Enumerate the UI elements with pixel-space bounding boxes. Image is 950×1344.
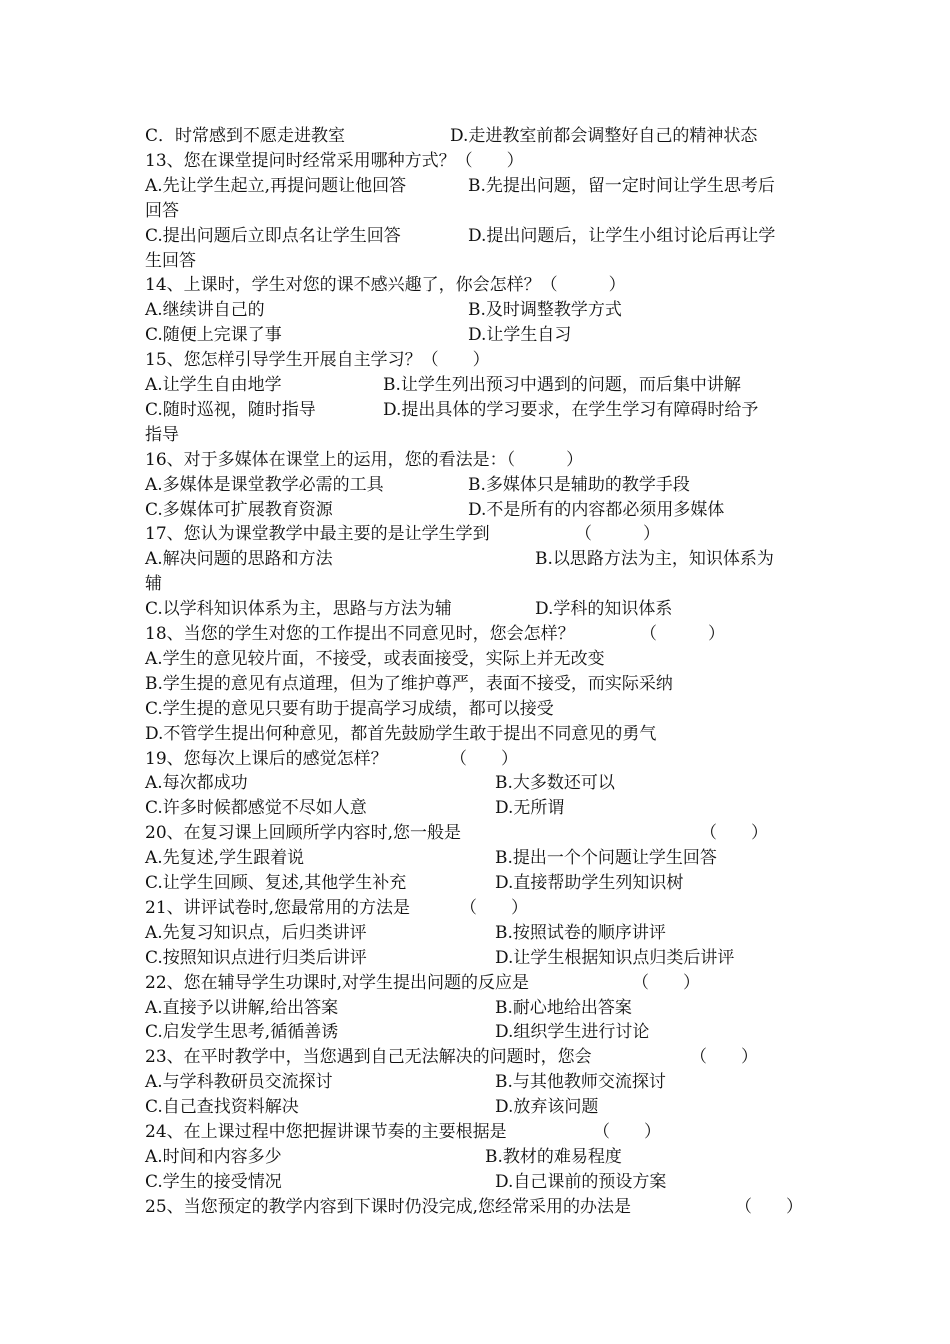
text-line	[145, 672, 825, 696]
line-text: C.提出问题后立即点名让学生回答	[145, 225, 401, 246]
text-line	[145, 1170, 825, 1194]
text-line	[145, 199, 825, 223]
line-text: A.先让学生起立,再提问题让他回答	[145, 175, 407, 196]
text-line	[145, 921, 825, 945]
option-text: D.学科的知识体系	[535, 599, 673, 620]
line-text: C.以学科知识体系为主，思路与方法为辅	[145, 599, 452, 620]
text-line	[145, 224, 825, 248]
line-text: C．时常感到不愿走进教室	[145, 126, 346, 146]
text-line	[145, 273, 825, 297]
line-text: 14、上课时，学生对您的课不感兴趣了，你会怎样？（ ）	[145, 275, 626, 296]
text-line	[145, 846, 825, 870]
line-text: A.继续讲自己的	[145, 300, 265, 321]
line-text: 辅	[145, 574, 162, 595]
line-text: C.随便上完课了事	[145, 325, 282, 346]
text-line	[145, 348, 825, 372]
option-text: （ ）	[640, 624, 725, 644]
line-text: B.学生提的意见有点道理，但为了维护尊严，表面不接受，而实际采纳	[145, 673, 673, 694]
option-text: （ ）	[632, 972, 700, 993]
text-line	[145, 1145, 825, 1169]
line-text: 16、对于多媒体在课堂上的运用，您的看法是：（ ）	[145, 449, 584, 470]
option-text: D.提出具体的学习要求，在学生学习有障碍时给予	[383, 399, 759, 420]
line-text: 21、讲评试卷时,您最常用的方法是	[145, 897, 411, 918]
line-text: 18、当您的学生对您的工作提出不同意见时，您会怎样？	[145, 624, 575, 644]
option-text: D.不是所有的内容都必须用多媒体	[468, 499, 725, 520]
text-line	[145, 398, 825, 422]
line-text: C.启发学生思考,循循善诱	[145, 1022, 339, 1043]
line-text: A.每次都成功	[145, 773, 248, 794]
line-text: D.不管学生提出何种意见，都首先鼓励学生敢于提出不同意见的勇气	[145, 723, 657, 744]
text-line	[145, 946, 825, 970]
line-text: 25、当您预定的教学内容到下课时仍没完成,您经常采用的办法是	[145, 1196, 632, 1217]
text-line	[145, 498, 825, 522]
line-text: C.自己查找资料解决	[145, 1097, 299, 1118]
line-text: C.随时巡视，随时指导	[145, 399, 316, 420]
line-text: A.让学生自由地学	[145, 375, 282, 395]
text-line	[145, 971, 825, 995]
text-line	[145, 473, 825, 497]
text-line	[145, 722, 825, 746]
line-text: A.与学科教研员交流探讨	[145, 1072, 333, 1093]
text-line	[145, 697, 825, 721]
text-line	[145, 996, 825, 1020]
text-line	[145, 1120, 825, 1144]
option-text: （ ）	[593, 1122, 661, 1142]
line-text: C.按照知识点进行归类后讲评	[145, 947, 367, 968]
text-line	[145, 622, 825, 646]
text-line	[145, 647, 825, 671]
line-text: A.先复述,学生跟着说	[145, 848, 305, 869]
line-text: C.让学生回顾、复述,其他学生补充	[145, 873, 407, 893]
option-text: D.让学生根据知识点归类后讲评	[495, 947, 735, 968]
option-text: D.让学生自习	[468, 325, 572, 346]
line-text: 22、您在辅导学生功课时,对学生提出问题的反应是	[145, 972, 530, 993]
option-text: B.让学生列出预习中遇到的问题，而后集中讲解	[383, 375, 741, 395]
option-text: （ ）	[735, 1196, 803, 1217]
option-text: B.多媒体只是辅助的教学手段	[468, 474, 690, 495]
option-text: B.提出一个个问题让学生回答	[495, 848, 717, 869]
text-line	[145, 796, 825, 820]
text-line	[145, 572, 825, 596]
option-text: D.无所谓	[495, 798, 565, 819]
line-text: 17、您认为课堂教学中最主要的是让学生学到	[145, 524, 490, 545]
option-text: （ ）	[575, 524, 660, 545]
option-text: B.按照试卷的顺序讲评	[495, 922, 666, 943]
line-text: A.多媒体是课堂教学必需的工具	[145, 474, 384, 495]
option-text: （ ）	[460, 897, 528, 918]
line-text: C.学生的接受情况	[145, 1171, 282, 1192]
text-line	[145, 298, 825, 322]
line-text: 回答	[145, 200, 179, 221]
option-text: D.走进教室前都会调整好自己的精神状态	[450, 126, 758, 146]
text-line	[145, 821, 825, 845]
option-text: （ ）	[700, 823, 768, 844]
option-text: D.提出问题后，让学生小组讨论后再让学	[468, 225, 776, 246]
line-text: C.许多时候都感觉不尽如人意	[145, 798, 367, 819]
line-text: 指导	[145, 424, 179, 445]
line-text: 23、在平时教学中，当您遇到自己无法解决的问题时，您会	[145, 1047, 592, 1068]
text-line	[145, 1020, 825, 1044]
line-text: A.先复习知识点，后归类讲评	[145, 922, 367, 943]
option-text: D.组织学生进行讨论	[495, 1022, 650, 1043]
option-text: B.大多数还可以	[495, 773, 615, 794]
text-line	[145, 547, 825, 571]
option-text: B.及时调整教学方式	[468, 300, 622, 321]
text-line	[145, 249, 825, 273]
text-line	[145, 448, 825, 472]
line-text: A.学生的意见较片面，不接受，或表面接受，实际上并无改变	[145, 648, 605, 669]
text-line	[145, 373, 825, 397]
option-text: D.自己课前的预设方案	[495, 1171, 667, 1192]
option-text: B.先提出问题，留一定时间让学生思考后	[468, 175, 775, 196]
option-text: B.耐心地给出答案	[495, 997, 632, 1018]
option-text: D.直接帮助学生列知识树	[495, 873, 684, 893]
option-text: B.与其他教师交流探讨	[495, 1072, 666, 1093]
line-text: 24、在上课过程中您把握讲课节奏的主要根据是	[145, 1122, 507, 1142]
text-line	[145, 871, 825, 895]
line-text: 13、您在课堂提问时经常采用哪种方式？（ ）	[145, 150, 524, 171]
text-line	[145, 1195, 825, 1219]
text-line	[145, 149, 825, 173]
option-text: B.教材的难易程度	[485, 1146, 622, 1167]
option-text: （ ）	[690, 1047, 758, 1068]
text-line	[145, 174, 825, 198]
option-text: D.放弃该问题	[495, 1097, 599, 1118]
text-line	[145, 1045, 825, 1069]
option-text: B.以思路方法为主，知识体系为	[535, 549, 774, 570]
text-line	[145, 124, 825, 148]
text-line	[145, 597, 825, 621]
text-line	[145, 323, 825, 347]
line-text: C.学生提的意见只要有助于提高学习成绩，都可以接受	[145, 698, 554, 719]
line-text: 20、在复习课上回顾所学内容时,您一般是	[145, 823, 462, 844]
text-line	[145, 896, 825, 920]
text-line	[145, 771, 825, 795]
option-text: （ ）	[450, 748, 518, 769]
text-line	[145, 747, 825, 771]
line-text: A.时间和内容多少	[145, 1146, 282, 1167]
line-text: 15、您怎样引导学生开展自主学习？（ ）	[145, 350, 490, 371]
text-line	[145, 1095, 825, 1119]
text-line	[145, 423, 825, 447]
text-line	[145, 522, 825, 546]
text-line	[145, 1070, 825, 1094]
line-text: A.直接予以讲解,给出答案	[145, 997, 339, 1018]
line-text: A.解决问题的思路和方法	[145, 549, 333, 570]
line-text: 19、您每次上课后的感觉怎样？	[145, 748, 388, 769]
line-text: 生回答	[145, 250, 196, 271]
line-text: C.多媒体可扩展教育资源	[145, 499, 333, 520]
